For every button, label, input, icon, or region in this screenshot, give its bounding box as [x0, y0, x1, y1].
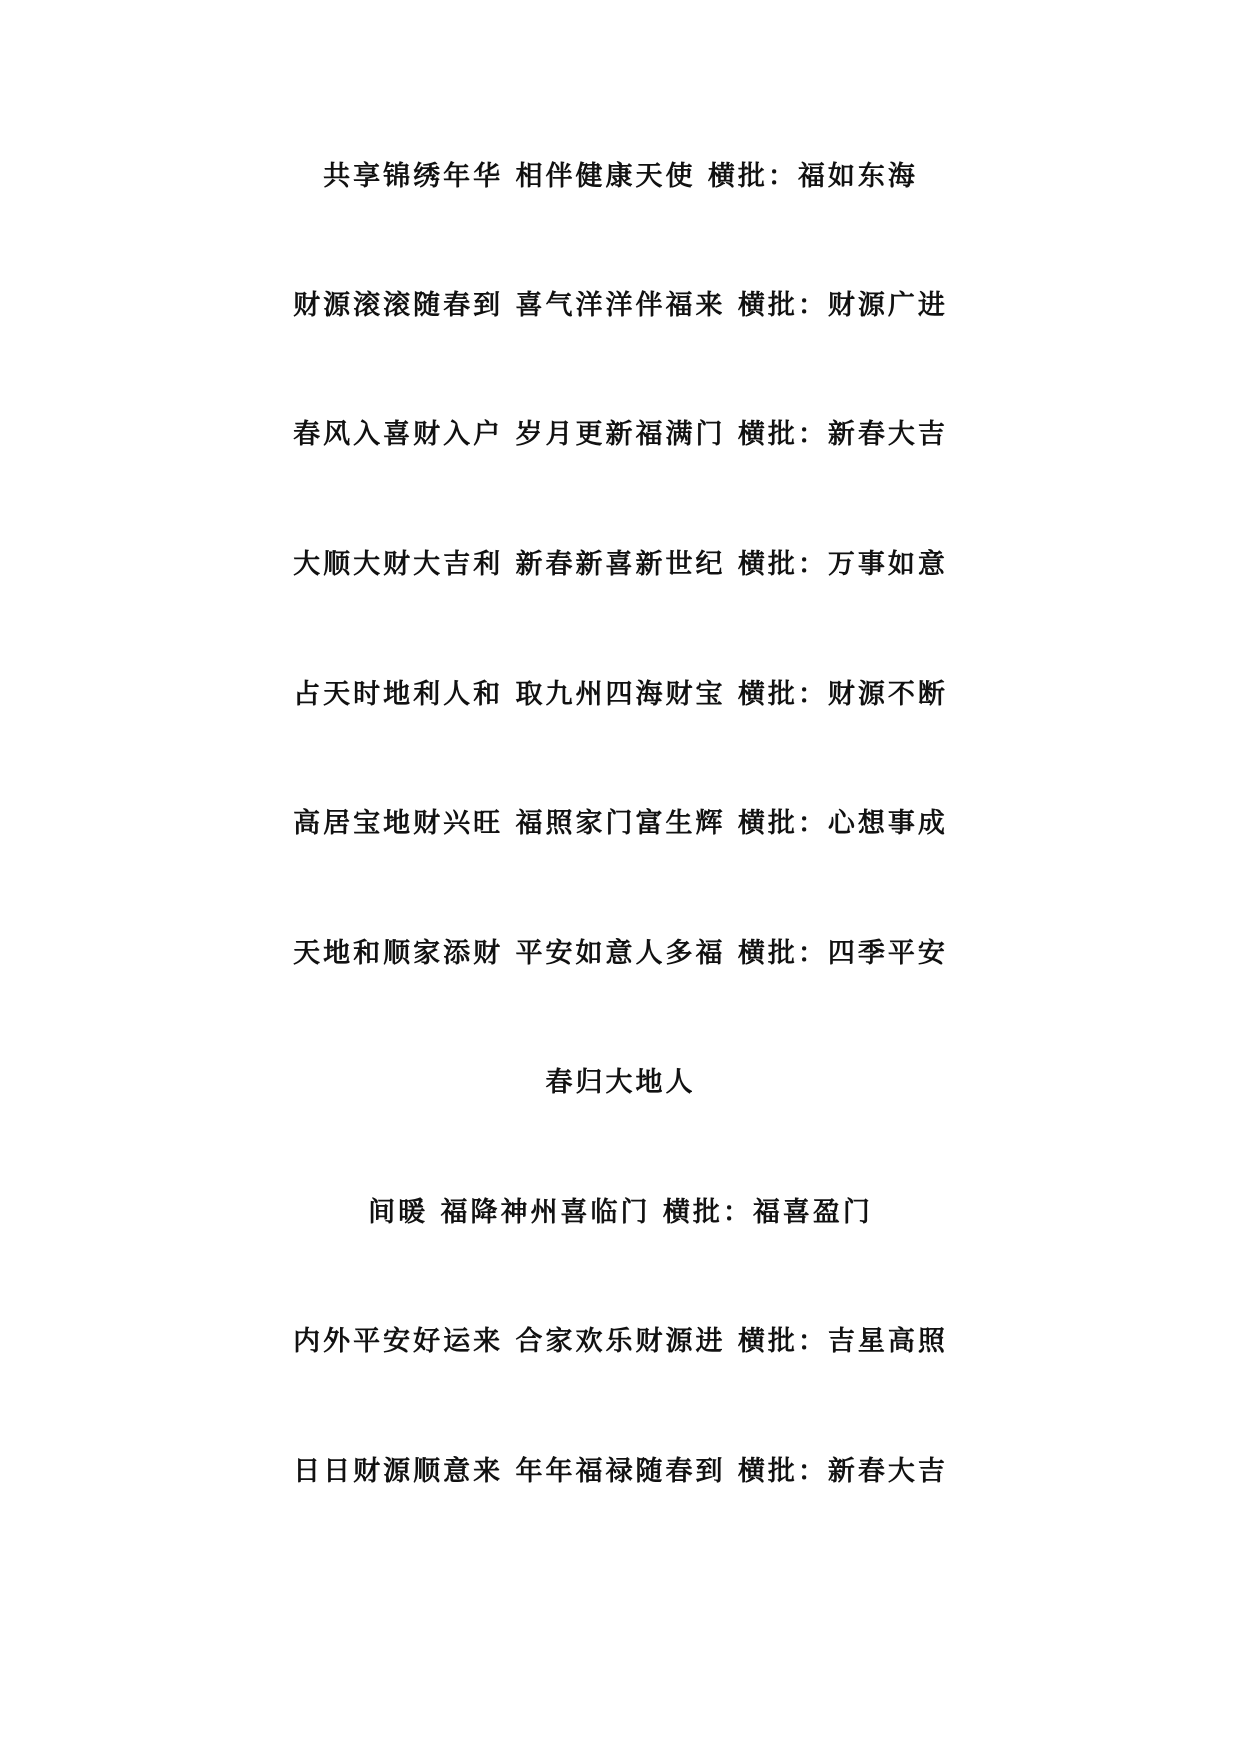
- couplet-line: 日日财源顺意来 年年福禄随春到 横批：新春大吉: [293, 1456, 948, 1487]
- couplet-line: 内外平安好运来 合家欢乐财源进 横批：吉星高照: [293, 1326, 948, 1357]
- couplet-line: 高居宝地财兴旺 福照家门富生辉 横批：心想事成: [293, 808, 948, 839]
- couplet-line: 春风入喜财入户 岁月更新福满门 横批：新春大吉: [293, 419, 948, 450]
- couplet-line: 大顺大财大吉利 新春新喜新世纪 横批：万事如意: [293, 549, 948, 580]
- couplet-line: 天地和顺家添财 平安如意人多福 横批：四季平安: [293, 938, 948, 969]
- couplet-line: 共享锦绣年华 相伴健康天使 横批：福如东海: [323, 161, 918, 192]
- couplet-line: 财源滚滚随春到 喜气洋洋伴福来 横批：财源广进: [293, 290, 948, 321]
- couplet-line: 间暖 福降神州喜临门 横批：福喜盈门: [368, 1197, 873, 1228]
- couplet-line: 占天时地利人和 取九州四海财宝 横批：财源不断: [293, 679, 948, 710]
- couplet-line: 春归大地人: [545, 1067, 696, 1098]
